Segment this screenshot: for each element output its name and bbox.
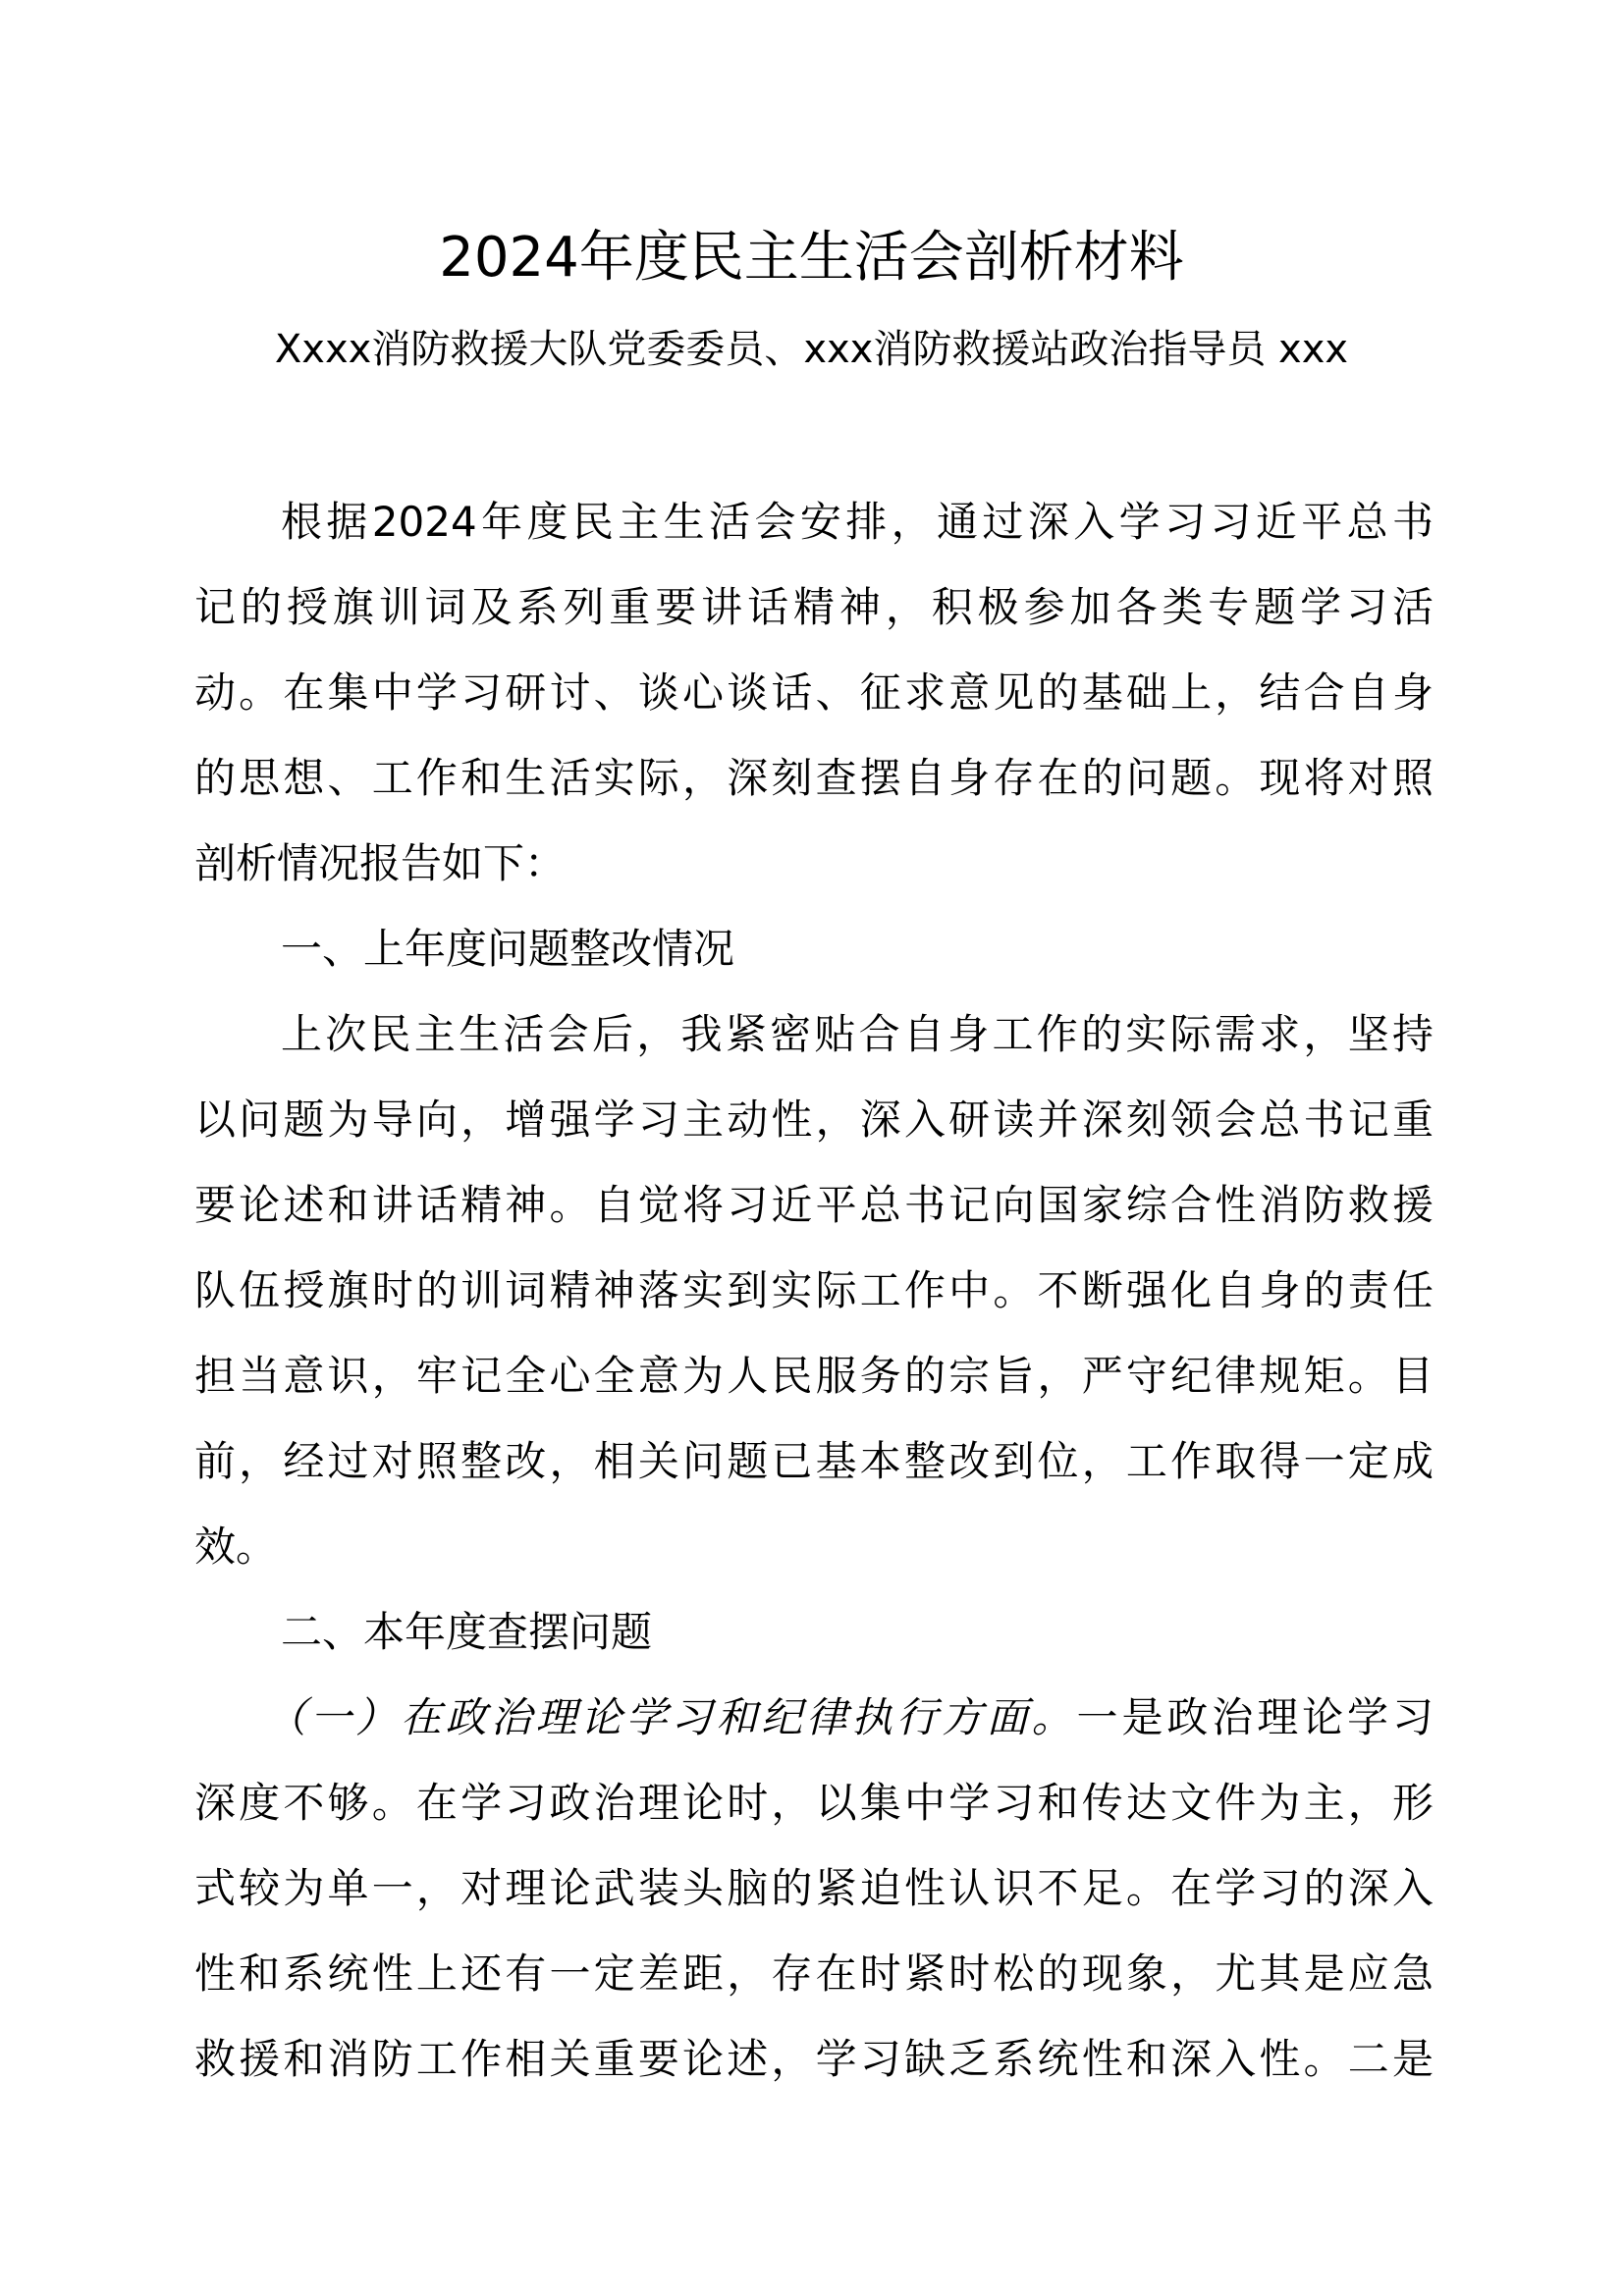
- subsection-heading: （一）在政治理论学习和纪律执行方面。: [265, 1693, 1077, 1741]
- paragraph-line: 担当意识，牢记全心全意为人民服务的宗旨，严守纪律规矩。目: [194, 1352, 1434, 1400]
- paragraph-line: 记的授旗训词及系列重要讲话精神，积极参加各类专题学习活: [194, 583, 1434, 631]
- subsection-continuation: 一是政治理论学习: [1076, 1693, 1434, 1741]
- paragraph-line: 前，经过对照整改，相关问题已基本整改到位，工作取得一定成: [194, 1437, 1434, 1485]
- section-heading-2: 二、本年度查摆问题: [281, 1608, 653, 1656]
- paragraph-line: 上次民主生活会后，我紧密贴合自身工作的实际需求，坚持: [281, 1010, 1434, 1058]
- paragraph-line: 剖析情况报告如下：: [194, 839, 567, 887]
- paragraph-line: 深度不够。在学习政治理论时，以集中学习和传达文件为主，形: [194, 1779, 1434, 1827]
- paragraph-line: 救援和消防工作相关重要论述，学习缺乏系统性和深入性。二是: [194, 2035, 1434, 2083]
- paragraph-line: 以问题为导向，增强学习主动性，深入研读并深刻领会总书记重: [194, 1095, 1434, 1144]
- document-title: 2024年度民主生活会剖析材料: [439, 226, 1184, 290]
- paragraph-line: 根据2024年度民主生活会安排，通过深入学习习近平总书: [281, 498, 1434, 546]
- paragraph-line: 队伍授旗时的训词精神落实到实际工作中。不断强化自身的责任: [194, 1266, 1434, 1314]
- paragraph-line: 效。: [194, 1522, 278, 1571]
- paragraph-line: 性和系统性上还有一定差距，存在时紧时松的现象，尤其是应急: [194, 1949, 1434, 1998]
- paragraph-line: 动。在集中学习研讨、谈心谈话、征求意见的基础上，结合自身: [194, 668, 1434, 717]
- section-heading-1: 一、上年度问题整改情况: [281, 925, 735, 973]
- paragraph-line: 的思想、工作和生活实际，深刻查摆自身存在的问题。现将对照: [194, 754, 1434, 802]
- subsection-line: [265, 1688, 1434, 1747]
- paragraph-line: 要论述和讲话精神。自觉将习近平总书记向国家综合性消防救援: [194, 1181, 1434, 1229]
- document-subtitle: Xxxx消防救援大队党委委员、xxx消防救援站政治指导员 xxx: [274, 327, 1349, 372]
- paragraph-line: 式较为单一，对理论武装头脑的紧迫性认识不足。在学习的深入: [194, 1864, 1434, 1912]
